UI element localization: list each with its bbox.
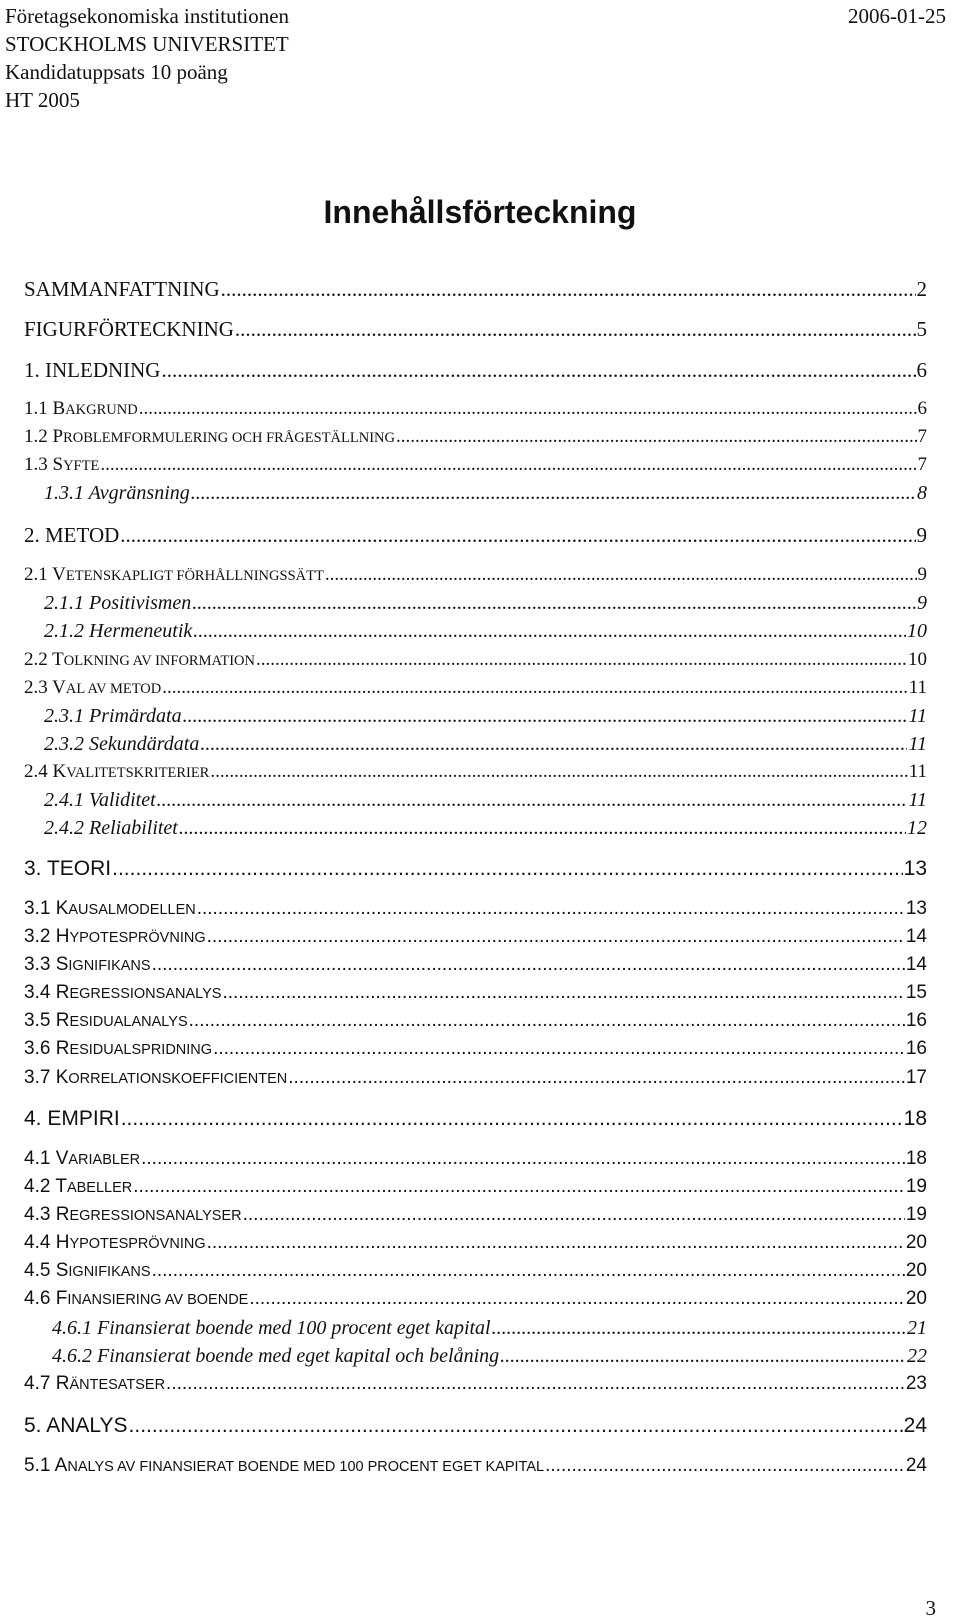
toc-entry[interactable] (44, 620, 927, 643)
toc-entry-title: 1.2 PROBLEMFORMULERING OCH FRÅGESTÄLLNING (24, 426, 395, 447)
toc-entry-page: 10 (907, 620, 927, 642)
toc-entry-title: 3. TEORI (24, 857, 112, 880)
toc-entry-title: 4.3 REGRESSIONSANALYSER (24, 1204, 242, 1225)
toc-entry-title: 1.1 BAKGRUND (24, 398, 138, 419)
toc-entry[interactable] (24, 1176, 927, 1198)
dot-leader (500, 1345, 906, 1368)
toc-entry-title: 4.4 HYPOTESPRÖVNING (24, 1232, 206, 1253)
toc-entry[interactable] (24, 523, 927, 548)
toc-entry[interactable] (24, 317, 927, 342)
institution-name: Företagsekonomiska institutionen (5, 4, 290, 28)
dot-leader (197, 898, 905, 920)
toc-entry-title: 3.3 SIGNIFIKANS (24, 954, 151, 975)
toc-entry[interactable] (44, 592, 927, 615)
toc-entry[interactable] (24, 1232, 927, 1254)
toc-entry-title: 2.1 VETENSKAPLIGT FÖRHÅLLNINGSSÄTT (24, 564, 324, 585)
toc-entry[interactable] (24, 1038, 927, 1060)
dot-leader (183, 705, 908, 728)
toc-entry-page: 22 (907, 1345, 927, 1367)
toc-entry[interactable] (24, 1455, 927, 1477)
toc-entry-page: 16 (905, 1010, 927, 1031)
term: HT 2005 (5, 88, 80, 112)
toc-entry-page: 11 (908, 789, 927, 811)
toc-entry-page: 11 (908, 677, 927, 698)
toc-entry-page: 11 (908, 705, 927, 727)
toc-entry-page: 8 (917, 482, 927, 504)
toc-entry-page: 10 (908, 649, 927, 670)
toc-entry-page: 7 (917, 426, 927, 447)
dot-leader (288, 1067, 905, 1089)
toc-entry-title: 2.1.2 Hermeneutik (44, 620, 193, 642)
toc-entry-page: 11 (908, 761, 927, 782)
toc-entry-page: 21 (907, 1317, 927, 1339)
toc-entry-title: 2.2 TOLKNING AV INFORMATION (24, 649, 255, 670)
toc-entry[interactable] (24, 1107, 927, 1131)
dot-leader (249, 1288, 905, 1310)
toc-entry-title: 2. METOD (24, 523, 120, 547)
dot-leader (157, 789, 908, 812)
toc-entry[interactable] (24, 1067, 927, 1089)
dot-leader (152, 954, 905, 976)
toc-entry[interactable] (24, 1373, 927, 1395)
toc-entry-page: 24 (905, 1455, 927, 1476)
toc-entry-page: 9 (917, 592, 927, 614)
document-date: 2006-01-25 (848, 4, 946, 28)
dot-leader (396, 426, 917, 448)
dot-leader (112, 857, 903, 881)
dot-leader (120, 523, 915, 548)
dot-leader (325, 564, 917, 586)
toc-entry[interactable] (24, 454, 927, 476)
toc-entry[interactable] (24, 564, 927, 586)
toc-entry[interactable] (24, 649, 927, 671)
toc-entry-page: 7 (917, 454, 927, 475)
toc-entry-page: 19 (905, 1176, 927, 1197)
toc-entry[interactable] (44, 482, 927, 505)
dot-leader (222, 982, 904, 1004)
toc-entry-page: 13 (903, 857, 927, 880)
university-name: STOCKHOLMS UNIVERSITET (5, 32, 289, 56)
dot-leader (193, 620, 906, 643)
toc-entry-title: 4.6.1 Finansierat boende med 100 procent eget kapital (52, 1317, 491, 1339)
dot-leader (200, 733, 907, 756)
toc-entry-page: 13 (905, 898, 927, 919)
toc-entry-title: 4.6.2 Finansierat boende med eget kapital och belåning (52, 1345, 500, 1367)
toc-entry[interactable] (24, 1414, 927, 1438)
toc-entry-title: 1.3.1 Avgränsning (44, 482, 190, 504)
toc-entry-title: 5.1 ANALYS AV FINANSIERAT BOENDE MED 100 PROCENT EGET KAPITAL (24, 1455, 545, 1476)
thesis-type: Kandidatuppsats 10 poäng (5, 60, 228, 84)
toc-entry-title: FIGURFÖRTECKNING (24, 317, 234, 341)
dot-leader (235, 317, 916, 342)
toc-entry[interactable] (52, 1317, 927, 1340)
dot-leader (152, 1260, 905, 1282)
toc-entry-page: 18 (905, 1148, 927, 1169)
toc-entry-title: 5. ANALYS (24, 1414, 128, 1437)
toc-entry-title: 4. EMPIRI (24, 1107, 120, 1130)
dot-leader (492, 1317, 906, 1340)
toc-entry[interactable] (24, 1288, 927, 1310)
dot-leader (210, 761, 907, 783)
toc-entry-title: 2.3 VAL AV METOD (24, 677, 162, 698)
toc-entry-title: 4.2 TABELLER (24, 1176, 133, 1197)
toc-entry-page: 9 (916, 523, 927, 547)
toc-entry-title: 3.6 RESIDUALSPRIDNING (24, 1038, 213, 1059)
toc-entry-title: 3.1 KAUSALMODELLEN (24, 898, 196, 919)
dot-leader (179, 817, 906, 840)
toc-entry-title: 2.4 KVALITETSKRITERIER (24, 761, 210, 782)
toc-entry[interactable] (44, 789, 927, 812)
toc-entry-page: 24 (903, 1414, 927, 1437)
dot-leader (129, 1414, 903, 1438)
toc-entry-title: 2.3.1 Primärdata (44, 705, 182, 727)
toc-entry-page: 11 (908, 733, 927, 755)
toc-entry-title: 3.5 RESIDUALANALYS (24, 1010, 188, 1031)
dot-leader (243, 1204, 905, 1226)
toc-entry-page: 18 (903, 1107, 927, 1130)
toc-entry[interactable] (52, 1345, 927, 1368)
toc-entry[interactable] (24, 982, 927, 1004)
toc-entry-page: 5 (916, 317, 927, 341)
toc-entry-page: 17 (905, 1067, 927, 1088)
toc-entry-page: 6 (917, 398, 927, 419)
toc-entry[interactable] (24, 898, 927, 920)
toc-entry[interactable] (24, 677, 927, 699)
toc-entry-page: 2 (916, 277, 927, 301)
toc-entry-page: 12 (907, 817, 927, 839)
dot-leader (121, 1107, 903, 1131)
dot-leader (161, 358, 915, 383)
toc-entry-title: 4.5 SIGNIFIKANS (24, 1260, 151, 1281)
dot-leader (189, 1010, 905, 1032)
toc-entry[interactable] (24, 954, 927, 976)
toc-entry-page: 23 (905, 1373, 927, 1394)
toc-entry-page: 14 (905, 954, 927, 975)
toc-entry-page: 20 (905, 1288, 927, 1309)
toc-entry-title: 2.3.2 Sekundärdata (44, 733, 200, 755)
page-number: 3 (925, 1596, 936, 1620)
toc-entry[interactable] (24, 277, 927, 302)
dot-leader (141, 1148, 905, 1170)
toc-entry[interactable] (24, 926, 927, 948)
dot-leader (133, 1176, 905, 1198)
toc-entry-title: 3.2 HYPOTESPRÖVNING (24, 926, 206, 947)
dot-leader (207, 926, 905, 948)
toc-entry[interactable] (24, 398, 927, 420)
dot-leader (139, 398, 917, 420)
toc-entry-title: 3.4 REGRESSIONSANALYS (24, 982, 222, 1003)
toc-entry-title: 1. INLEDNING (24, 358, 161, 382)
toc-entry-page: 14 (905, 926, 927, 947)
dot-leader (100, 454, 916, 476)
toc-entry-title: 2.1.1 Positivismen (44, 592, 192, 614)
toc-entry-page: 20 (905, 1260, 927, 1281)
toc-entry[interactable] (24, 857, 927, 881)
toc-entry-page: 6 (916, 358, 927, 382)
dot-leader (166, 1373, 905, 1395)
toc-entry-page: 20 (905, 1232, 927, 1253)
toc-entry-page: 19 (905, 1204, 927, 1225)
toc-entry-title: 4.6 FINANSIERING AV BOENDE (24, 1288, 249, 1309)
page-title: Innehållsförteckning (323, 194, 637, 230)
toc-entry-title: SAMMANFATTNING (24, 277, 220, 301)
dot-leader (192, 592, 916, 615)
toc-entry[interactable] (24, 1204, 927, 1226)
toc-entry-title: 2.4.2 Reliabilitet (44, 817, 178, 839)
toc-entry[interactable] (24, 1010, 927, 1032)
toc-entry[interactable] (24, 358, 927, 383)
dot-leader (221, 277, 916, 302)
toc-entry-title: 4.1 VARIABLER (24, 1148, 141, 1169)
toc-entry[interactable] (24, 761, 927, 783)
toc-entry[interactable] (44, 705, 927, 728)
toc-entry-page: 16 (905, 1038, 927, 1059)
toc-entry-title: 2.4.1 Validitet (44, 789, 156, 811)
toc-entry-title: 4.7 RÄNTESATSER (24, 1373, 166, 1394)
toc-entry-page: 9 (917, 564, 927, 585)
toc-entry[interactable] (24, 1260, 927, 1282)
toc-entry[interactable] (24, 426, 927, 448)
dot-leader (207, 1232, 905, 1254)
toc-entry-title: 1.3 SYFTE (24, 454, 100, 475)
toc-entry-title: 3.7 KORRELATIONSKOEFFICIENTEN (24, 1067, 288, 1088)
toc-entry-page: 15 (905, 982, 927, 1003)
dot-leader (162, 677, 907, 699)
toc-entry[interactable] (24, 1148, 927, 1170)
toc-entry[interactable] (44, 733, 927, 756)
toc-entry[interactable] (44, 817, 927, 840)
dot-leader (256, 649, 907, 671)
dot-leader (191, 482, 916, 505)
dot-leader (545, 1455, 905, 1477)
dot-leader (213, 1038, 905, 1060)
